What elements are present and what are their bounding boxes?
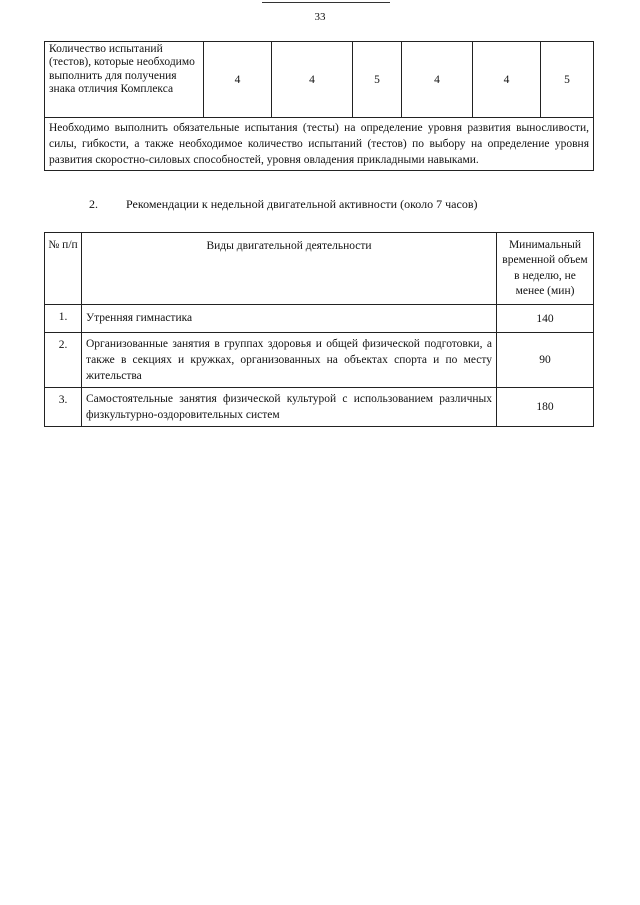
table-row: [45, 42, 594, 118]
tests-count-value: 4: [272, 42, 353, 118]
weekly-activity-table: [44, 232, 594, 427]
tests-count-value: 4: [204, 42, 272, 118]
section-number: 2.: [89, 197, 98, 211]
row-number: 3.: [45, 388, 82, 427]
tests-count-value: 5: [541, 42, 594, 118]
header-number: № п/п: [45, 233, 82, 305]
table-row: [45, 305, 594, 333]
badge-requirements-table: [44, 41, 594, 171]
row-min-time: 140: [497, 305, 594, 333]
row-activity-kind: Утренняя гимнастика: [82, 305, 497, 333]
tests-count-value: 4: [473, 42, 541, 118]
page-top-rule: [262, 2, 390, 3]
tests-count-value: 5: [353, 42, 402, 118]
page-number: 33: [314, 11, 326, 23]
row-number: 1.: [45, 305, 82, 333]
tests-count-label: Количество испытаний (тестов), которые необходимо выполнить для получения знака отличия Комплекса: [45, 42, 204, 118]
header-activity-kind: Виды двигательной деятельности: [82, 233, 497, 305]
row-min-time: 90: [497, 333, 594, 388]
row-min-time: 180: [497, 388, 594, 427]
row-activity-kind: Самостоятельные занятия физической культурой с использованием различных физкультурно-оздоровительных систем: [82, 388, 497, 427]
table-row: [45, 118, 594, 171]
section-heading: [89, 197, 477, 212]
header-min-time: Минимальный временной объем в неделю, не менее (мин): [497, 233, 594, 305]
section-title: Рекомендации к недельной двигательной активности (около 7 часов): [126, 197, 478, 211]
tests-count-value: 4: [402, 42, 473, 118]
row-number: 2.: [45, 333, 82, 388]
requirements-note: Необходимо выполнить обязательные испытания (тесты) на определение уровня развития выносливости, силы, гибкости, а также необходимое количество испытаний (тестов) по выбору на определение уровня развития скоростно-силовых способностей, уровня овладения прикладными навыками.: [45, 118, 594, 171]
row-activity-kind: Организованные занятия в группах здоровья и общей физической подготовки, а также в секциях и кружках, организованных на объектах спорта и по месту жительства: [82, 333, 497, 388]
table-row: [45, 388, 594, 427]
table-row: [45, 333, 594, 388]
table-header-row: [45, 233, 594, 305]
